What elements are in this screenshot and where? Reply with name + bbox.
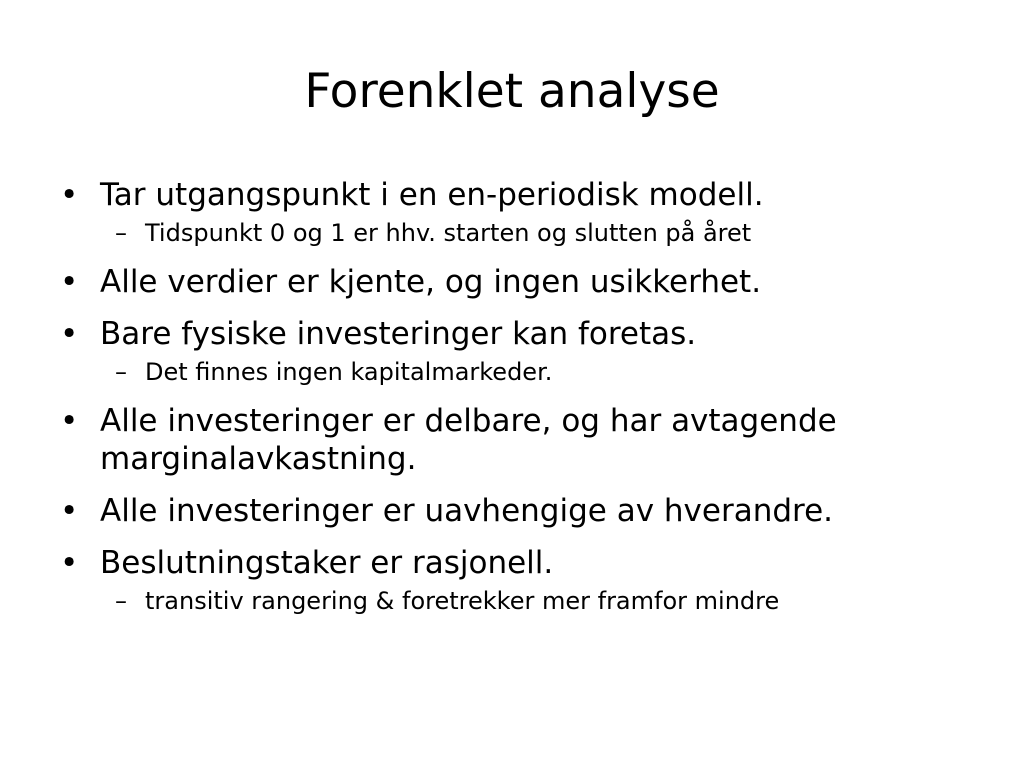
- bullet-item: [60, 402, 980, 478]
- sub-bullet-item: [60, 356, 980, 388]
- bullet-text: Beslutningstaker er rasjonell.: [100, 545, 554, 581]
- sub-bullet-text: transitiv rangering & foretrekker mer framfor mindre: [145, 587, 780, 615]
- bullet-text: Bare fysiske investeringer kan foretas.: [100, 316, 697, 352]
- bullet-text: Alle verdier er kjente, og ingen usikkerhet.: [100, 264, 762, 300]
- bullet-marker: •: [60, 264, 79, 300]
- dash-marker: –: [115, 587, 127, 615]
- bullet-text: Alle investeringer er uavhengige av hverandre.: [100, 493, 834, 529]
- dash-marker: –: [115, 219, 127, 247]
- sub-bullet-item: [60, 217, 980, 249]
- bullet-item: [60, 492, 980, 530]
- bullet-item: [60, 544, 980, 582]
- bullet-item: [60, 263, 980, 301]
- dash-marker: –: [115, 358, 127, 386]
- bullet-item: [60, 315, 980, 353]
- bullet-text: Alle investeringer er delbare, og har avtagende marginalavkastning.: [100, 403, 837, 477]
- bullet-marker: •: [60, 177, 79, 213]
- bullet-item: [60, 176, 980, 214]
- bullet-list: [60, 176, 980, 617]
- sub-bullet-text: Det finnes ingen kapitalmarkeder.: [145, 358, 553, 386]
- bullet-marker: •: [60, 545, 79, 581]
- bullet-text: Tar utgangspunkt i en en-periodisk modell.: [100, 177, 764, 213]
- sub-bullet-item: [60, 585, 980, 617]
- bullet-marker: •: [60, 493, 79, 529]
- bullet-marker: •: [60, 403, 79, 439]
- slide-title: Forenklet analyse: [304, 64, 720, 119]
- bullet-marker: •: [60, 316, 79, 352]
- sub-bullet-text: Tidspunkt 0 og 1 er hhv. starten og slutten på året: [145, 219, 752, 247]
